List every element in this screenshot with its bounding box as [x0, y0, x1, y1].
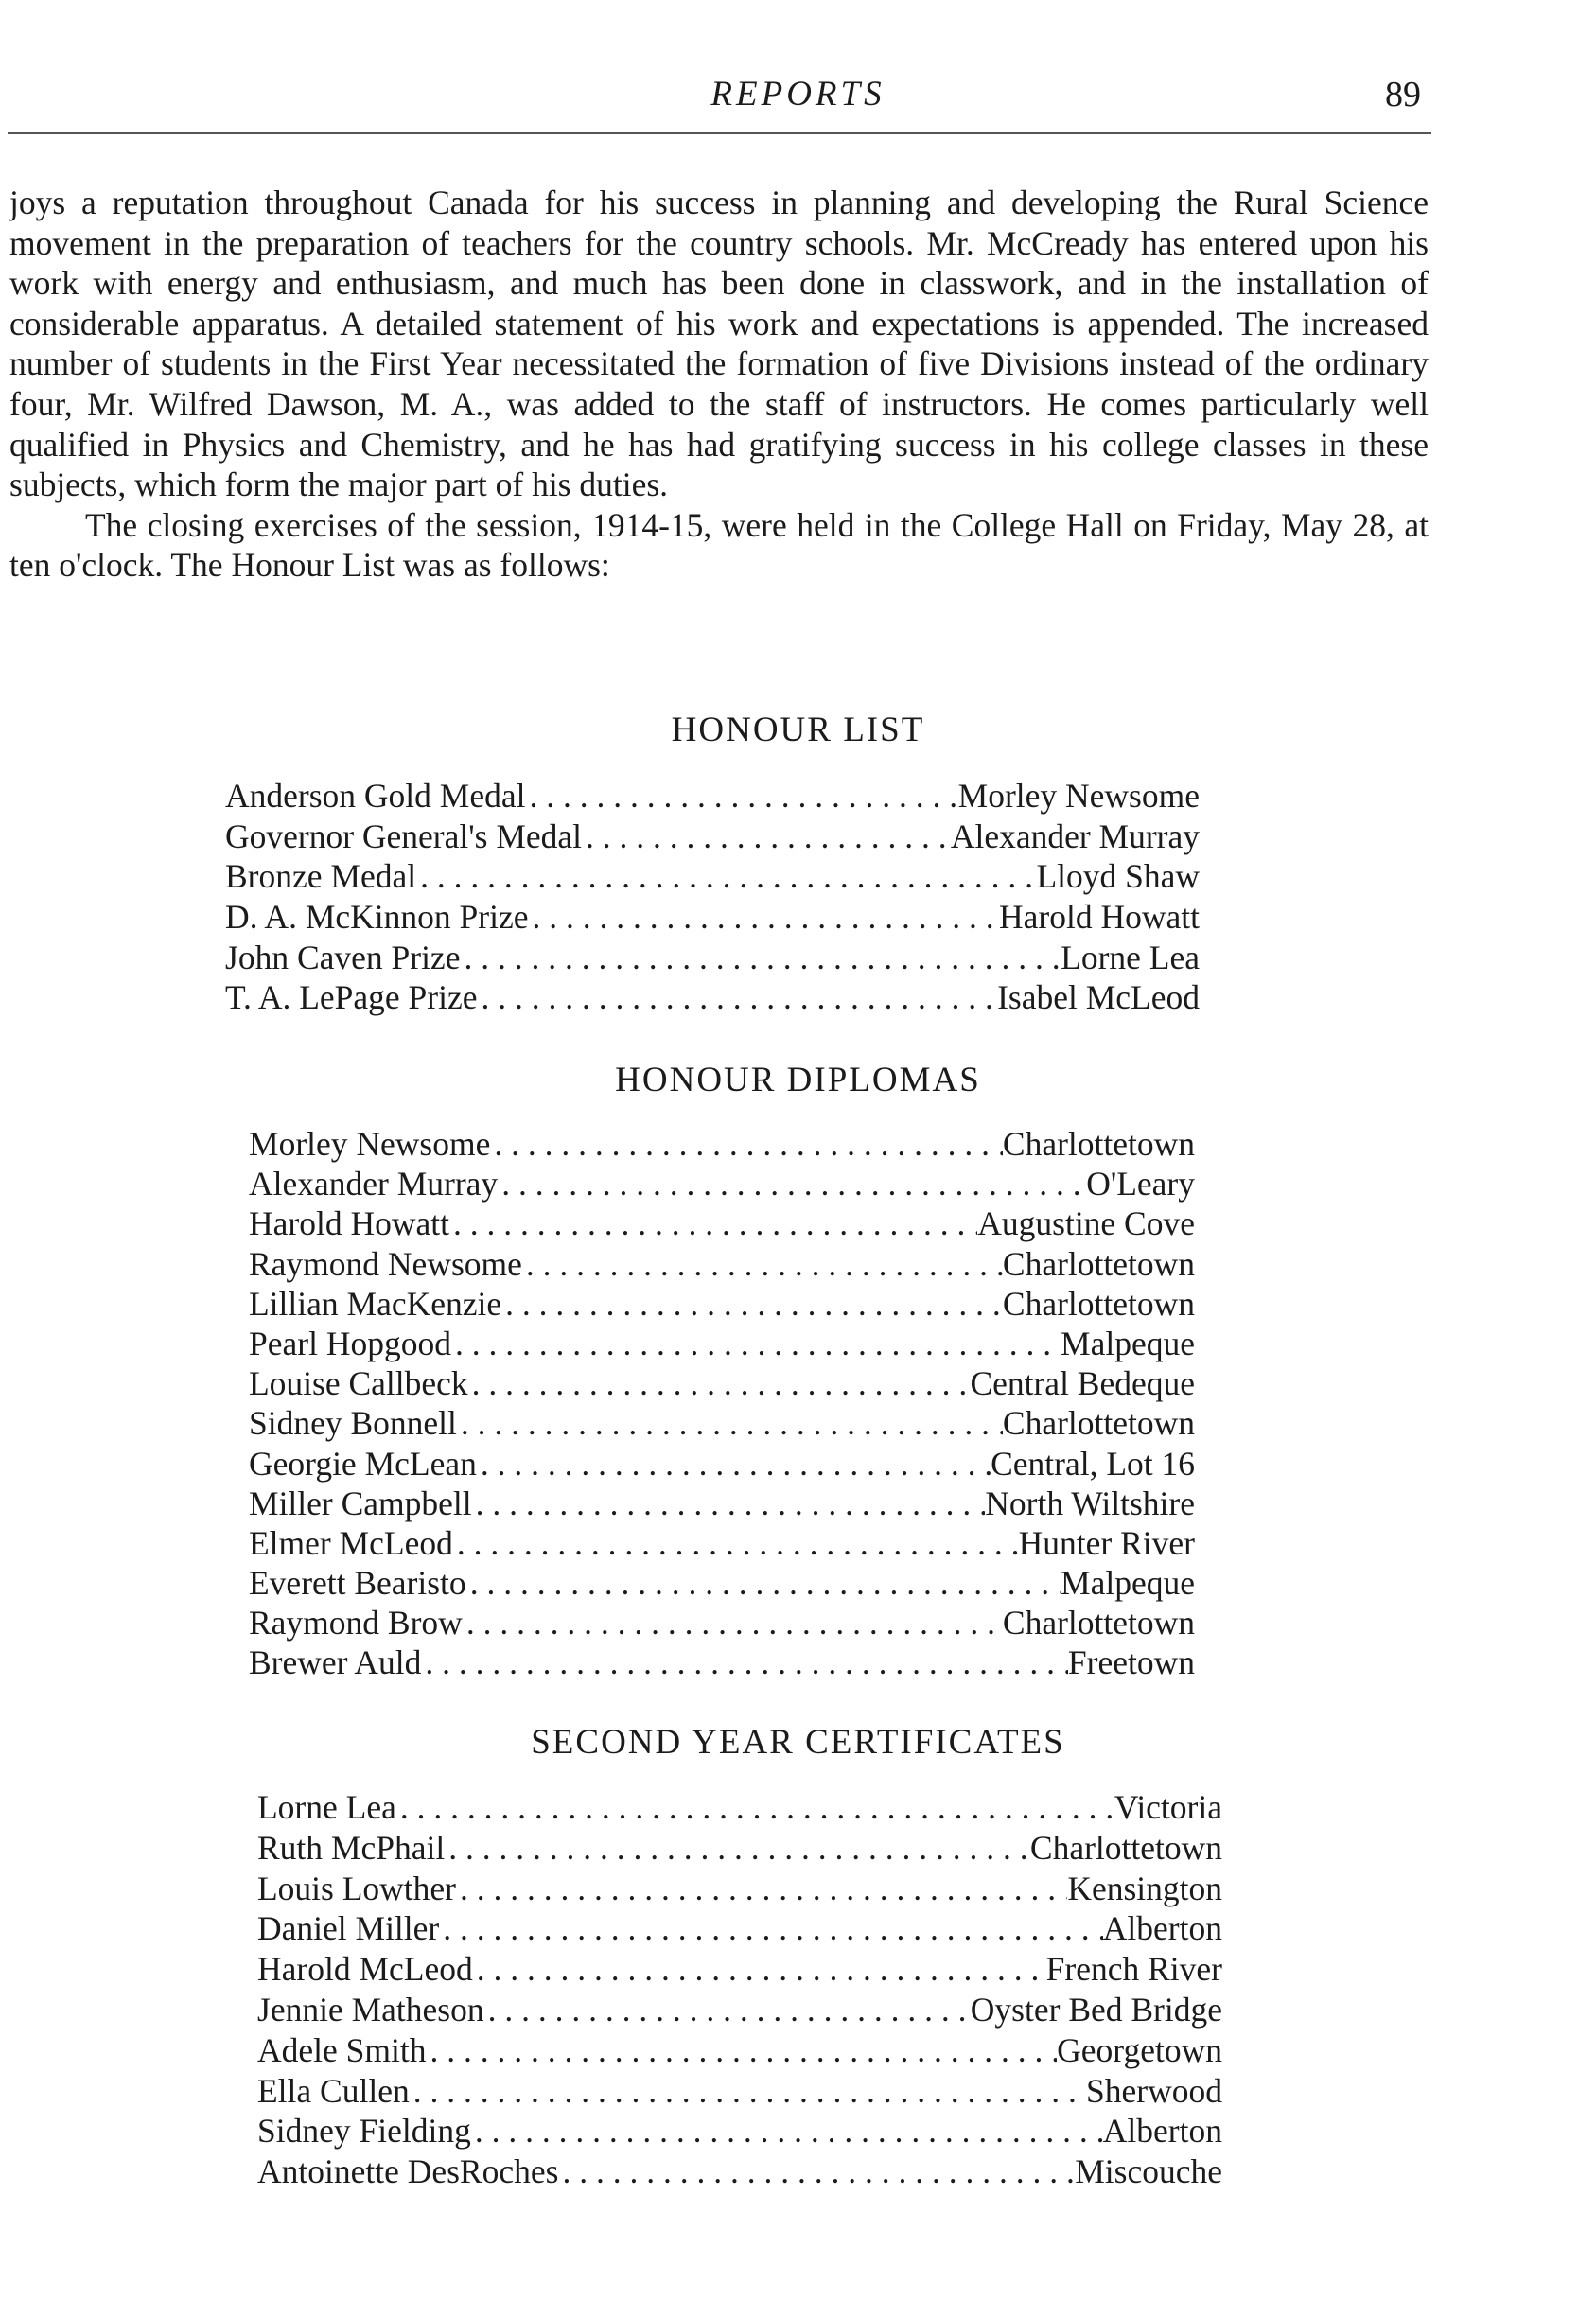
list-item: [249, 1563, 1195, 1603]
award-name: Bronze Medal: [225, 857, 417, 896]
student-name: Brewer Auld: [249, 1643, 422, 1682]
list-item: [257, 2071, 1222, 2112]
list-item: [257, 1990, 1222, 2030]
student-place: Charlottetown: [1002, 1244, 1195, 1283]
student-place: North Wiltshire: [985, 1484, 1195, 1522]
dot-leader: [525, 776, 957, 816]
student-name: Louis Lowther: [257, 1869, 457, 1907]
honour-diplomas-heading: HONOUR DIPLOMAS: [615, 1061, 981, 1099]
student-name: Harold McLeod: [257, 1950, 473, 1989]
student-name: Miller Campbell: [249, 1484, 472, 1522]
list-item: [257, 1828, 1222, 1869]
student-name: Lillian MacKenzie: [249, 1284, 502, 1323]
student-name: Adele Smith: [257, 2030, 427, 2069]
list-item: [225, 977, 1200, 1018]
recipient-name: Lloyd Shaw: [1036, 857, 1200, 896]
student-name: Lorne Lea: [257, 1788, 396, 1826]
recipient-name: Isabel McLeod: [997, 978, 1200, 1017]
award-name: John Caven Prize: [225, 938, 461, 976]
dot-leader: [478, 977, 998, 1017]
student-place: Charlottetown: [1002, 1604, 1195, 1642]
body-text: [9, 183, 1429, 586]
list-item: [257, 1949, 1222, 1990]
student-place: Alberton: [1102, 1909, 1222, 1948]
list-item: [249, 1164, 1195, 1203]
student-name: Daniel Miller: [257, 1909, 440, 1948]
student-name: Ruth McPhail: [257, 1828, 446, 1867]
dot-leader: [558, 2152, 1075, 2191]
student-place: Georgetown: [1057, 2030, 1222, 2069]
student-name: Raymond Newsome: [249, 1244, 522, 1283]
honour-diplomas-list: [249, 1124, 1195, 1683]
student-place: Freetown: [1067, 1643, 1195, 1682]
list-item: [257, 1787, 1222, 1828]
student-place: Central, Lot 16: [991, 1444, 1195, 1483]
student-name: Antoinette DesRoches: [257, 2152, 559, 2191]
student-place: Hunter River: [1018, 1523, 1195, 1562]
student-name: Elmer McLeod: [249, 1523, 453, 1562]
list-item: [257, 1908, 1222, 1949]
dot-leader: [463, 1603, 1003, 1642]
student-place: Charlottetown: [1002, 1284, 1195, 1323]
student-name: Sidney Fielding: [257, 2112, 471, 2151]
dot-leader: [468, 1363, 971, 1403]
student-name: Everett Bearisto: [249, 1564, 466, 1603]
list-item: [249, 1244, 1195, 1284]
award-name: D. A. McKinnon Prize: [225, 898, 529, 937]
student-name: Jennie Matheson: [257, 1990, 484, 2029]
list-item: [225, 856, 1200, 897]
list-item: [225, 938, 1200, 978]
list-item: [225, 897, 1200, 938]
list-item: [249, 1324, 1195, 1363]
student-place: Central Bedeque: [970, 1364, 1195, 1403]
student-place: Malpeque: [1061, 1324, 1195, 1362]
dot-leader: [410, 2071, 1086, 2111]
dot-leader: [451, 1324, 1061, 1363]
student-place: Charlottetown: [1029, 1828, 1222, 1867]
dot-leader: [456, 1869, 1067, 1908]
list-item: [249, 1444, 1195, 1484]
student-place: Miscouche: [1075, 2152, 1222, 2191]
list-item: [249, 1403, 1195, 1443]
student-name: Georgie McLean: [249, 1444, 477, 1483]
student-name: Raymond Brow: [249, 1604, 463, 1642]
list-item: [257, 2152, 1222, 2192]
dot-leader: [472, 1484, 986, 1523]
student-name: Alexander Murray: [249, 1165, 499, 1203]
student-place: Charlottetown: [1002, 1125, 1195, 1163]
list-item: [249, 1523, 1195, 1563]
student-place: French River: [1045, 1950, 1222, 1989]
award-name: Governor General's Medal: [225, 817, 583, 855]
student-place: Alberton: [1102, 2112, 1222, 2151]
dot-leader: [396, 1787, 1114, 1827]
second-year-certificates-heading: SECOND YEAR CERTIFICATES: [531, 1723, 1065, 1762]
dot-leader: [473, 1949, 1046, 1989]
dot-leader: [445, 1828, 1030, 1868]
student-name: Louise Callbeck: [249, 1364, 468, 1403]
student-name: Morley Newsome: [249, 1125, 491, 1163]
list-item: [257, 2111, 1222, 2152]
dot-leader: [416, 856, 1036, 896]
award-name: T. A. LePage Prize: [225, 978, 478, 1017]
paragraph-continuation: joys a reputation throughout Canada for his success in planning and developing the Rural Science movement in the preparation of teachers for the country schools. Mr. McCready has entered upon his work with energy and enthusiasm, and much has been done in classwork, and in the installation of considerable apparatus. A detailed statement of his work and expectations is appended. The increased number of students in the First Year necessitated the formation of five Divisions instead of the ordinary four, Mr. Wilfred Dawson, M. A., was added to the staff of instructors. He comes particularly well qualified in Physics and Chemistry, and he has had gratifying success in his college classes in these subjects, which form the major part of his duties.: [9, 184, 1429, 504]
list-item: [249, 1603, 1195, 1642]
dot-leader: [490, 1124, 1003, 1164]
student-place: O'Leary: [1086, 1165, 1195, 1203]
list-item: [249, 1124, 1195, 1164]
student-name: Harold Howatt: [249, 1204, 449, 1243]
list-item: [249, 1642, 1195, 1682]
dot-leader: [421, 1642, 1068, 1682]
dot-leader: [501, 1284, 1003, 1324]
recipient-name: Alexander Murray: [950, 817, 1200, 855]
student-place: Kensington: [1067, 1869, 1222, 1907]
list-item: [249, 1284, 1195, 1324]
list-item: [249, 1484, 1195, 1523]
dot-leader: [477, 1444, 991, 1484]
recipient-name: Lorne Lea: [1061, 938, 1200, 976]
dot-leader: [460, 938, 1061, 977]
running-title: REPORTS: [710, 75, 886, 114]
second-year-certificates-list: [257, 1787, 1222, 2192]
dot-leader: [522, 1244, 1003, 1284]
student-place: Oyster Bed Bridge: [970, 1990, 1222, 2029]
honour-list-heading: HONOUR LIST: [671, 711, 925, 749]
list-item: [257, 1869, 1222, 1909]
student-name: Ella Cullen: [257, 2071, 410, 2110]
page-number: 89: [1385, 75, 1421, 114]
recipient-name: Morley Newsome: [957, 777, 1200, 815]
dot-leader: [528, 897, 999, 937]
dot-leader: [439, 1908, 1103, 1948]
student-name: Pearl Hopgood: [249, 1324, 451, 1362]
list-item: [225, 817, 1200, 857]
student-place: Augustine Cove: [977, 1204, 1195, 1243]
student-place: Sherwood: [1086, 2071, 1222, 2110]
dot-leader: [426, 2030, 1057, 2070]
honour-list: [225, 776, 1200, 1018]
dot-leader: [484, 1990, 971, 2029]
dot-leader: [449, 1203, 977, 1243]
list-item: [249, 1203, 1195, 1243]
student-place: Victoria: [1114, 1788, 1222, 1826]
list-item: [249, 1363, 1195, 1403]
student-place: Charlottetown: [1002, 1404, 1195, 1443]
list-item: [257, 2030, 1222, 2071]
list-item: [225, 776, 1200, 817]
dot-leader: [471, 2111, 1103, 2151]
dot-leader: [453, 1523, 1019, 1563]
student-name: Sidney Bonnell: [249, 1404, 457, 1443]
header-rule: [8, 132, 1431, 134]
dot-leader: [498, 1164, 1086, 1203]
running-head: [0, 74, 1596, 121]
dot-leader: [457, 1403, 1003, 1443]
dot-leader: [466, 1563, 1061, 1603]
recipient-name: Harold Howatt: [999, 898, 1200, 937]
paragraph-closing-exercises: The closing exercises of the session, 1914-15, were held in the College Hall on Friday, May 28, at ten o'clock. The Honour List was as follows:: [9, 505, 1429, 585]
student-place: Malpeque: [1061, 1564, 1195, 1603]
award-name: Anderson Gold Medal: [225, 777, 526, 815]
dot-leader: [582, 817, 951, 856]
